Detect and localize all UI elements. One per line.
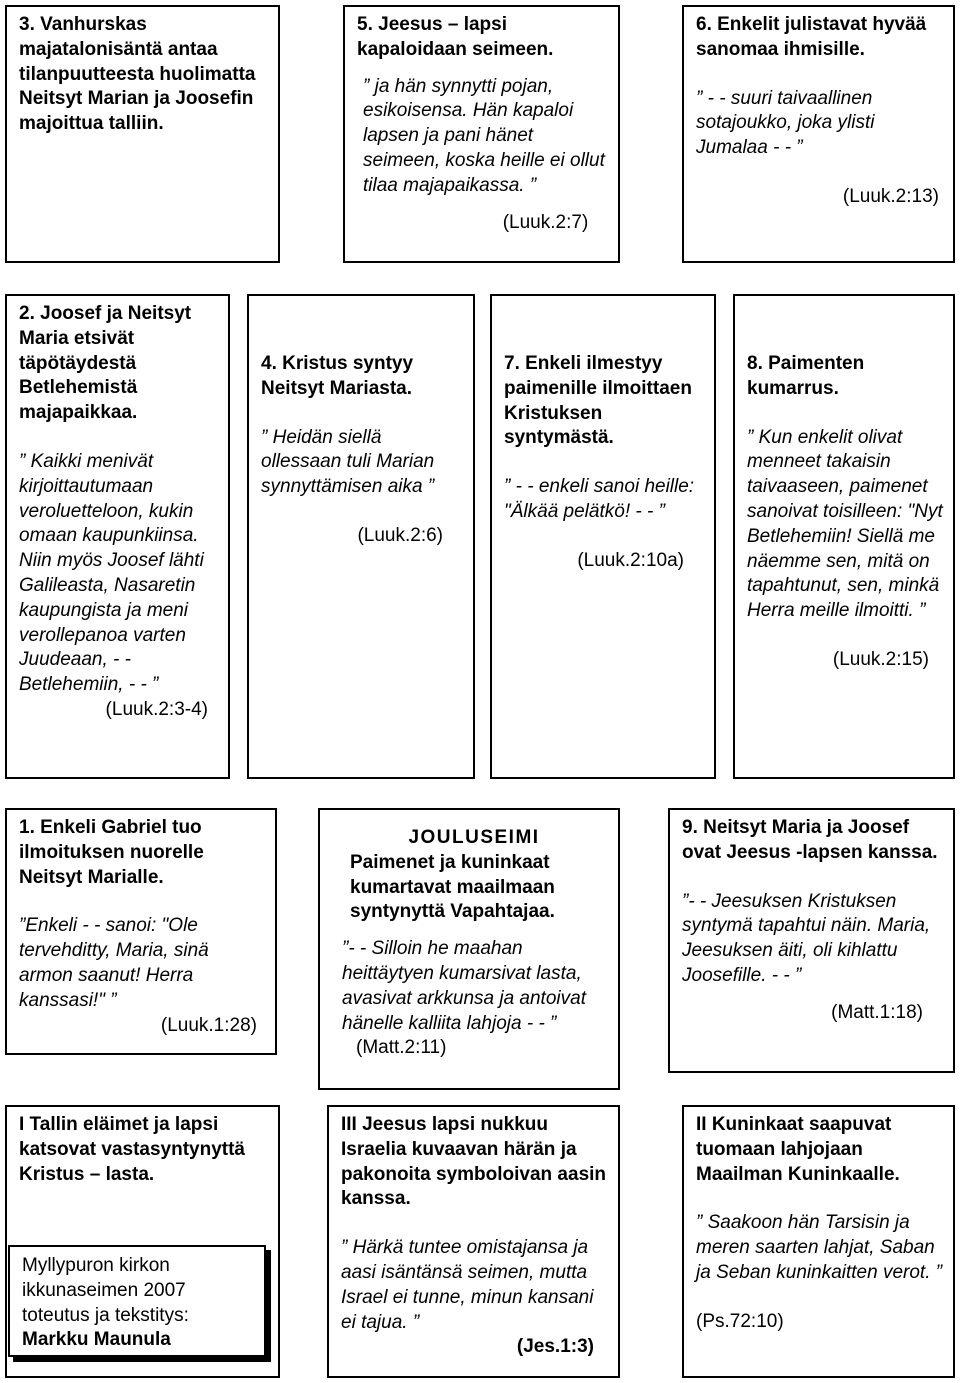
panel-8-ref: (Luuk.2:15) <box>832 648 929 670</box>
panel-3 <box>5 5 280 263</box>
panel-I-title: I Tallin eläimet ja lapsi katsovat vastasyntynyttä Kristus – lasta. <box>19 1114 245 1185</box>
panel-7-ref: (Luuk.2:10a) <box>577 549 684 571</box>
panel-8 <box>733 294 955 779</box>
credit-line-2: ikkunaseimen 2007 <box>22 1279 186 1301</box>
credit-author: Markku Maunula <box>22 1329 171 1351</box>
credit-line-1: Myllypuron kirkon <box>22 1255 170 1276</box>
panel-II-quote: ” Saakoon hän Tarsisin ja meren saarten lahjat, Saban ja Seban kuninkaitten verot. ” <box>696 1212 943 1283</box>
panel-6-title: 6. Enkelit julistavat hyvää sanomaa ihmisille. <box>696 14 927 60</box>
panel-2-ref: (Luuk.2:3-4) <box>105 698 208 720</box>
panel-4-title: 4. Kristus syntyy Neitsyt Mariasta. <box>261 353 414 399</box>
panel-II-ref: (Ps.72:10) <box>696 1310 784 1332</box>
panel-II <box>682 1105 955 1378</box>
panel-1-ref: (Luuk.1:28) <box>160 1014 257 1036</box>
panel-III <box>327 1105 620 1378</box>
panel-2-title: 2. Joosef ja Neitsyt Maria etsivät täpötäydestä Betlehemistä majapaikkaa. <box>19 303 192 424</box>
panel-5 <box>343 5 620 263</box>
jouluseimi-heading: JOULUSEIMI <box>408 827 540 848</box>
panel-1 <box>5 808 277 1055</box>
panel-4-quote: ” Heidän siellä ollessaan tuli Marian synnyttämisen aika ” <box>261 426 435 498</box>
panel-9-quote: ”- - Jeesuksen Kristuksen syntymä tapahtui näin. Maria, Jeesuksen äiti, oli kihlattu Joosefille. - - ” <box>682 890 931 986</box>
panel-8-title: 8. Paimenten kumarrus. <box>747 353 865 399</box>
panel-III-title: III Jeesus lapsi nukkuu Israelia kuvaavan härän ja pakonoita symboloivan aasin kanssa. <box>341 1114 607 1210</box>
panel-2-quote: ” Kaikki menivät kirjoittautumaan veroluetteloon, kukin omaan kaupunkiinsa. Niin myös Joosef lähti Galileasta, Nasaretin kaupungista ja meni verollepanoa varten Juudeaan, - - Betlehemiin, - - ” <box>19 450 204 696</box>
panel-9-title: 9. Neitsyt Maria ja Joosef ovat Jeesus -lapsen kanssa. <box>682 817 938 863</box>
panel-5-ref: (Luuk.2:7) <box>502 211 589 233</box>
panel-6 <box>682 5 955 263</box>
panel-1-quote: ”Enkeli - - sanoi: "Ole tervehditty, Maria, sinä armon saanut! Herra kanssasi!" ” <box>19 915 209 1011</box>
jouluseimi-quote: ”- - Silloin he maahan heittäytyen kumarsivat lasta, avasivat arkkunsa ja antoivat hänelle kalliita lahjoja - - ” <box>342 938 586 1034</box>
panel-III-ref: (Jes.1:3) <box>516 1336 594 1358</box>
credit-line-3: toteutus ja tekstitys: <box>22 1304 189 1326</box>
panel-1-title: 1. Enkeli Gabriel tuo ilmoituksen nuorelle Neitsyt Marialle. <box>19 817 204 888</box>
panel-5-title: 5. Jeesus – lapsi kapaloidaan seimeen. <box>357 14 554 60</box>
panel-jouluseimi <box>318 808 620 1090</box>
panel-2 <box>5 294 230 779</box>
panel-6-ref: (Luuk.2:13) <box>842 185 939 207</box>
panel-II-title: II Kuninkaat saapuvat tuomaan lahjojaan Maailman Kuninkaalle. <box>696 1114 900 1185</box>
credit-box <box>8 1245 266 1357</box>
panel-6-quote: ” - - suuri taivaallinen sotajoukko, joka ylisti Jumalaa - - ” <box>696 87 875 159</box>
panel-7-title: 7. Enkeli ilmestyy paimenille ilmoittaen Kristuksen syntymästä. <box>504 353 692 449</box>
panel-4-ref: (Luuk.2:6) <box>357 524 443 546</box>
jouluseimi-ref: (Matt.2:11) <box>356 1037 447 1059</box>
panel-9-ref: (Matt.1:18) <box>831 1001 923 1023</box>
panel-7 <box>490 294 716 779</box>
panel-8-quote: ” Kun enkelit olivat menneet takaisin taivaaseen, paimenet sanoivat toisilleen: "Nyt Betlehemiin! Siellä me näemme sen, mitä on tapahtunut, sen, minkä Herra meille ilmoitti. ” <box>747 426 943 622</box>
panel-III-quote: ” Härkä tuntee omistajansa ja aasi isäntänsä seimen, mutta Israel ei tunne, minun kansani ei tajua. ” <box>341 1237 594 1333</box>
panel-9 <box>668 808 955 1073</box>
panel-5-quote: ” ja hän synnytti pojan, esikoisensa. Hän kapaloi lapsen ja pani hänet seimeen, koska heille ei ollut tilaa majapaikassa. ” <box>363 75 605 196</box>
panel-4 <box>247 294 475 779</box>
panel-7-quote: ” - - enkeli sanoi heille: "Älkää pelätkö! - - ” <box>504 476 695 522</box>
jouluseimi-title: Paimenet ja kuninkaat kumartavat maailmaan syntynyttä Vapahtajaa. <box>350 851 555 923</box>
panel-3-title: 3. Vanhurskas majatalonisäntä antaa tilanpuutteesta huolimatta Neitsyt Marian ja Joosefin majoittua talliin. <box>19 14 256 135</box>
